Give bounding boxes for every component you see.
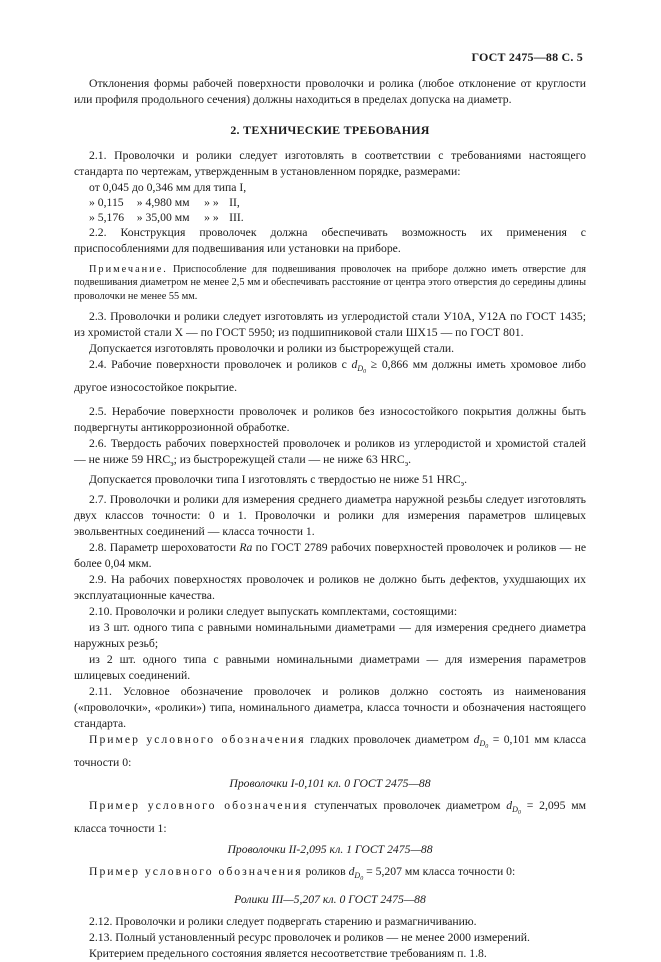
- subsub-digit: 0: [360, 875, 364, 882]
- spacer: [74, 396, 586, 404]
- sizes-cell: » 35,00 мм: [136, 211, 190, 224]
- paragraph-2-12: 2.12. Проволочки и ролики следует подвергать старению и размагничиванию.: [89, 914, 477, 928]
- sub-letter: D: [512, 804, 518, 814]
- sizes-cell: » 4,980 мм: [136, 196, 190, 209]
- text-span: роликов: [305, 864, 346, 878]
- subscript: э: [404, 458, 409, 468]
- symbol-letter: d: [348, 864, 355, 878]
- paragraph-2-13: 2.13. Полный установленный ресурс проволочек и роликов — не менее 2000 измерений.: [89, 930, 530, 944]
- sizes-cell: от 0,045 до 0,346 мм для типа I,: [89, 181, 247, 194]
- paragraph-2-11: 2.11. Условное обозначение проволочек и роликов должно состоять из наименования («проволочки», «ролики») типа, номинального диаметра, класса точности и обозначения настоящего стандарта.: [74, 684, 586, 730]
- paragraph-2-4: [74, 357, 586, 396]
- sub-letter: D: [354, 870, 361, 880]
- symbol-sub: [512, 805, 521, 814]
- text-span: = 2,095 мм класса точности 1:: [74, 798, 587, 835]
- diameter-symbol: [348, 864, 364, 882]
- symbol-letter: d: [506, 798, 513, 812]
- symbol-letter: d: [351, 357, 358, 371]
- text-span: = 0,101 мм класса точности 0:: [74, 732, 587, 769]
- paragraph-2-1: 2.1. Проволочки и ролики следует изготовлять в соответствии с требованиями настоящего стандарта по чертежам, утвержденным в установленном порядке, размерами:: [74, 149, 586, 178]
- text-span: ; из быстрорежущей стали — не ниже 63 HRC: [173, 452, 405, 466]
- example-2: [74, 798, 586, 837]
- example-label: Пример условного обозначения: [89, 798, 309, 812]
- sizes-cell: II,: [229, 196, 240, 209]
- text-span: ≥ 0,866 мм должны иметь хромовое либо другое износостойкое покрытие.: [74, 357, 587, 394]
- section-title: 2. ТЕХНИЧЕСКИЕ ТРЕБОВАНИЯ: [230, 123, 430, 137]
- paragraph-2-13-b: Критерием предельного состояния является несоответствие требованиям п. 1.8.: [89, 946, 487, 960]
- ra-symbol: Ra: [239, 540, 253, 554]
- text-span: Допускается проволочки типа I изготовлять с твердостью не ниже 51 HRC: [89, 472, 461, 486]
- intro-paragraph: Отклонения формы рабочей поверхности проволочки и ролика (любое отклонение от круглости или профиля продольного сечения) должны находиться в пределах допуска на диаметр.: [74, 77, 586, 106]
- sizes-cell: » »: [204, 196, 219, 209]
- sizes-table: [89, 180, 254, 225]
- sizes-row: [89, 180, 254, 195]
- paragraph-2-7: 2.7. Проволочки и ролики для измерения среднего диаметра наружной резьбы следует изготовлять двух классов точности: 0 и 1. Проволочки и ролики для измерения параметров шлицевых эвольвентных соединений — класса точности 1.: [74, 492, 586, 538]
- page-content: [74, 76, 586, 962]
- example-3: [74, 864, 586, 887]
- example-1: [74, 732, 586, 771]
- paragraph-2-8: [74, 540, 586, 572]
- text-span: 2.8. Параметр шероховатости: [89, 540, 237, 554]
- text-span: 2.6. Твердость рабочих поверхностей проволочек и роликов из углеродистой и хромистой сталей — не ниже 59 HRC: [74, 436, 586, 466]
- note: [74, 263, 586, 303]
- paragraph-2-3-b: Допускается изготовлять проволочки и ролики из быстрорежущей стали.: [89, 341, 455, 355]
- designation-example-1: Проволочки I-0,101 кл. 0 ГОСТ 2475—88: [229, 776, 431, 790]
- text-span: 2.4. Рабочие поверхности проволочек и роликов с: [89, 357, 347, 371]
- paragraph-2-9: 2.9. На рабочих поверхностях проволочек и роликов не должно быть дефектов, ухудшающих их эксплуатационные качества.: [74, 572, 586, 602]
- diameter-symbol: [351, 357, 367, 375]
- designation-example-3: Ролики III—5,207 кл. 0 ГОСТ 2475—88: [234, 892, 426, 906]
- symbol-letter: d: [473, 732, 480, 746]
- example-label: Пример условного обозначения: [89, 864, 303, 878]
- note-label: Примечание.: [89, 264, 168, 275]
- paragraph-2-6: [74, 436, 586, 472]
- sizes-cell: » 0,115: [89, 196, 124, 209]
- sizes-cell: III.: [229, 211, 244, 224]
- sizes-cell: » »: [204, 211, 219, 224]
- subsub-digit: 0: [517, 809, 521, 816]
- text-span: ступенчатых проволочек диаметром: [314, 798, 501, 812]
- symbol-sub: [479, 739, 488, 748]
- sizes-row: [89, 195, 254, 210]
- sizes-row: [89, 210, 254, 225]
- text-span: гладких проволочек диаметром: [310, 732, 470, 746]
- paragraph-2-10-b: из 2 шт. одного типа с равными номинальными диаметрами — для измерения параметров шлицевых соединений.: [74, 652, 586, 682]
- text-span: .: [464, 472, 468, 486]
- note-text: Приспособление для подвешивания проволочек на приборе должно иметь отверстие для подвешивания диаметром не менее 2,5 мм и обеспечивать расстояние от центра этого отверстия до середины длины проволочки не менее 55 мм.: [74, 264, 586, 302]
- sizes-cell: » 5,176: [89, 211, 125, 224]
- paragraph-2-10: 2.10. Проволочки и ролики следует выпускать комплектами, состоящими:: [89, 604, 458, 618]
- paragraph-2-5: 2.5. Нерабочие поверхности проволочек и роликов без износостойкого покрытия должны быть подвергнуты антикоррозионной обработке.: [74, 404, 586, 434]
- page-header: ГОСТ 2475—88 С. 5: [471, 50, 583, 64]
- text-span: = 5,207 мм класса точности 0:: [366, 864, 516, 878]
- symbol-sub: [354, 871, 363, 880]
- text-span: по ГОСТ 2789 рабочих поверхностей проволочек и роликов — не более 0,04 мкм.: [74, 540, 587, 570]
- symbol-sub: [357, 364, 366, 373]
- text-span: .: [408, 452, 412, 466]
- subscript: э: [170, 458, 174, 468]
- subscript: э: [460, 478, 465, 488]
- sub-letter: D: [357, 363, 364, 373]
- paragraph-2-2: 2.2. Конструкция проволочек должна обеспечивать возможность их применения с приспособлениями для подвешивания или установки на приборе.: [74, 226, 586, 255]
- diameter-symbol: [506, 798, 521, 816]
- sub-letter: D: [479, 738, 486, 748]
- paragraph-2-3: 2.3. Проволочки и ролики следует изготовлять из углеродистой стали У10А, У12А по ГОСТ 1435; из хромистой стали Х — по ГОСТ 5950; из подшипниковой стали ШХ15 — по ГОСТ 801.: [74, 309, 586, 339]
- example-label: Пример условного обозначения: [89, 732, 306, 746]
- subsub-digit: 0: [363, 368, 367, 375]
- paragraph-2-6-b: [74, 472, 586, 492]
- designation-example-2: Проволочки II-2,095 кл. 1 ГОСТ 2475—88: [227, 842, 433, 856]
- diameter-symbol: [473, 732, 489, 750]
- subsub-digit: 0: [485, 743, 489, 750]
- paragraph-2-10-a: из 3 шт. одного типа с равными номинальными диаметрами — для измерения среднего диаметра наружных резьб;: [74, 620, 586, 650]
